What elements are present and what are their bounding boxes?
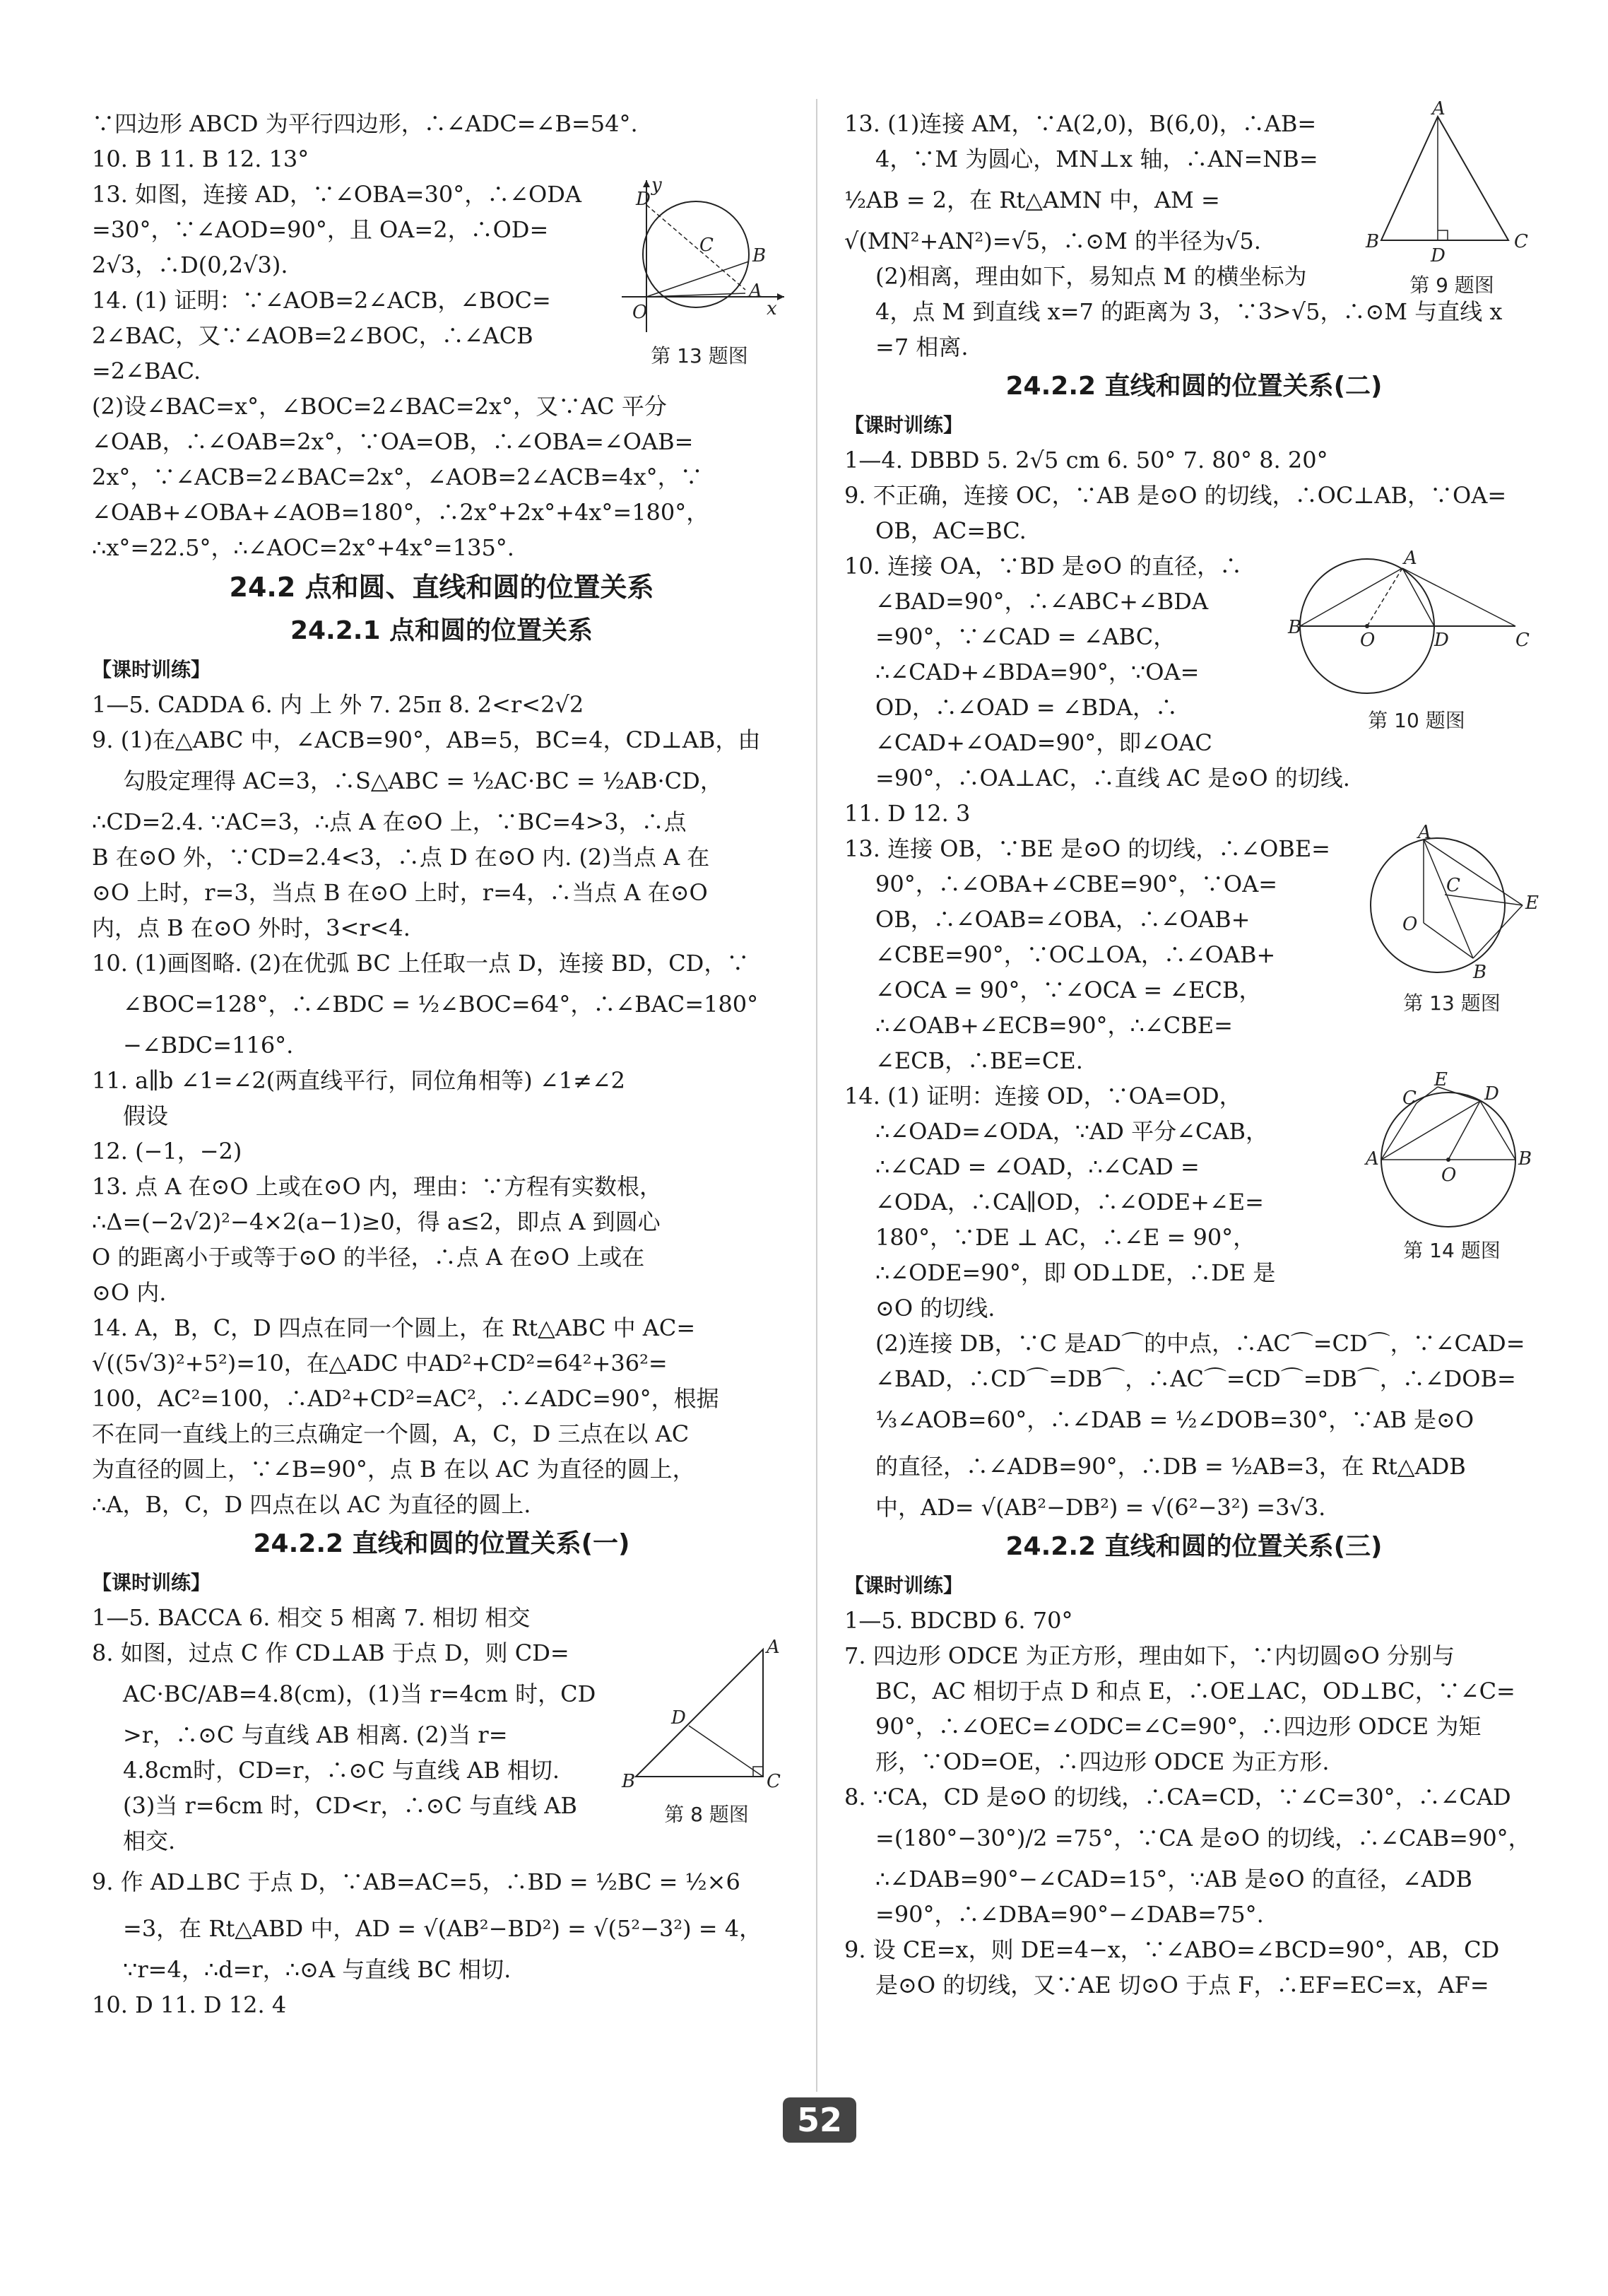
svg-text:x: x [767,298,777,319]
text-line: 1—5. BDCBD 6. 70° [844,1607,1073,1634]
svg-text:B: B [1366,231,1380,252]
right-column [844,98,1544,2003]
figure-13-left [608,177,791,370]
text-line: ∴∠ODE=90°，即 OD⊥DE，∴DE 是 [875,1259,1276,1286]
text-line: B 在⊙O 外，∵CD=2.4<3，∴点 D 在⊙O 内. (2)当点 A 在 [92,844,710,871]
figure-caption: 第 14 题图 [1403,1239,1501,1262]
text-line: 9. 设 CE=x，则 DE=4−x，∵∠ABO=∠BCD=90°，AB，CD [844,1936,1500,1963]
text-line: 13. 如图，连接 AD，∵∠OBA=30°，∴∠ODA [92,181,582,208]
text-line: 1—5. BACCA 6. 相交 5 相离 7. 相切 相交 [92,1604,531,1631]
svg-text:D: D [671,1707,686,1729]
text-line: 10. D 11. D 12. 4 [92,1991,287,2018]
subsection-heading: 24.2.2 直线和圆的位置关系(一) [253,1529,630,1558]
svg-text:C: C [1515,630,1530,651]
triangle-figure [622,1635,791,1798]
section-tag: 【课时训练】 [844,413,964,437]
text-line: =90°，∵∠CAD = ∠ABC， [875,623,1176,650]
figure-13-right [1360,822,1544,1018]
text-line: 9. 不正确，连接 OC，∵AB 是⊙O 的切线，∴OC⊥AB，∵OA= [844,482,1507,509]
section-tag: 【课时训练】 [92,1571,211,1594]
text-line: 勾股定理得 AC=3，∴S△ABC = ½AC·BC = ½AB·CD， [123,767,723,794]
section-tag: 【课时训练】 [92,658,211,681]
text-line: ∠ODA，∴CA∥OD，∴∠ODE+∠E= [875,1189,1264,1215]
text-line: ∴∠CAD+∠BDA=90°，∵OA= [875,659,1200,685]
text-line: 是⊙O 的切线，又∵AE 切⊙O 于点 F，∴EF=EC=x，AF= [875,1972,1489,1998]
text-line: 100，AC²=100，∴AD²+CD²=AC²，∴∠ADC=90°，根据 [92,1385,719,1412]
text-line: 4.8cm时，CD=r，∴⊙C 与直线 AB 相切. [123,1757,560,1784]
svg-text:B: B [622,1771,636,1792]
text-line: 2x°，∵∠ACB=2∠BAC=2x°，∠AOB=2∠ACB=4x°，∵ [92,464,703,490]
svg-text:A: A [1366,1148,1379,1170]
circle-chord-figure [1360,1069,1544,1234]
text-line: 13. 连接 OB，∵BE 是⊙O 的切线，∴∠OBE= [844,835,1330,862]
svg-text:C: C [1514,231,1528,252]
section-tag: 【课时训练】 [844,1574,964,1597]
figure-caption: 第 9 题图 [1409,273,1494,297]
text-line: −∠BDC=116°. [123,1032,294,1059]
text-line: ∠OAB+∠OBA+∠AOB=180°，∴2x°+2x°+4x°=180°， [92,499,709,526]
text-line: √(MN²+AN²)=√5，∴⊙M 的半径为√5. [844,228,1261,254]
svg-text:A: A [767,1637,780,1658]
text-line: 2√3，∴D(0,2√3). [92,252,288,278]
svg-text:O: O [1360,630,1376,651]
text-line: ∠OCA = 90°，∵∠OCA = ∠ECB， [875,977,1262,1003]
text-line: 1—5. CADDA 6. 内 上 外 7. 25π 8. 2<r<2√2 [92,691,584,718]
text-line: 90°，∴∠OEC=∠ODC=∠C=90°，∴四边形 ODCE 为矩 [875,1713,1482,1740]
text-line: 180°，∵DE ⊥ AC，∴∠E = 90°， [875,1224,1256,1251]
text-line: 11. D 12. 3 [844,800,971,827]
text-line: 2∠BAC，又∵∠AOB=2∠BOC，∴∠ACB [92,322,533,349]
text-line: 相交. [123,1827,176,1854]
section-heading: 24.2 点和圆、直线和圆的位置关系 [229,572,654,603]
column-divider [816,99,817,2092]
figure-9 [1360,98,1544,300]
text-line: ∴∠OAD=∠ODA，∵AD 平分∠CAB， [875,1118,1269,1145]
text-line: =7 相离. [875,334,969,360]
svg-text:C: C [767,1771,781,1792]
text-line: 假设 [123,1102,169,1129]
svg-text:D: D [636,189,651,210]
text-line: 13. (1)连接 AM，∵A(2,0)，B(6,0)，∴AB= [844,110,1317,137]
text-line: >r，∴⊙C 与直线 AB 相离. (2)当 r= [123,1721,508,1748]
text-line: ½AB = 2，在 Rt△AMN 中，AM = [844,187,1220,213]
text-line: 8. 如图，过点 C 作 CD⊥AB 于点 D，则 CD= [92,1639,569,1666]
text-line: OB，AC=BC. [875,517,1027,544]
text-line: 10. (1)画图略. (2)在优弧 BC 上任取一点 D，连接 BD，CD，∵ [92,950,750,977]
svg-text:y: y [651,175,662,196]
text-line: ∵四边形 ABCD 为平行四边形，∴∠ADC=∠B=54°. [92,110,638,137]
text-line: 不在同一直线上的三点确定一个圆，A，C，D 三点在以 AC [92,1420,690,1447]
text-line: BC，AC 相切于点 D 和点 E，∴OE⊥AC，OD⊥BC，∵∠C= [875,1678,1515,1705]
circle-axes-figure [608,177,791,339]
figure-8 [622,1635,791,1829]
text-line: ∴x°=22.5°，∴∠AOC=2x°+4x°=135°. [92,534,514,561]
text-line: 为直径的圆上，∵∠B=90°，点 B 在以 AC 为直径的圆上， [92,1456,695,1483]
svg-text:E: E [1525,893,1539,914]
svg-text:A: A [749,281,762,302]
text-line: ∠CBE=90°，∵OC⊥OA，∴∠OAB+ [875,941,1276,968]
svg-text:C: C [699,235,714,256]
text-line: 内，点 B 在⊙O 外时，3<r<4. [92,914,410,941]
text-line: ⊙O 的切线. [875,1295,995,1321]
text-line: 14. (1) 证明：连接 OD，∵OA=OD， [844,1083,1242,1109]
svg-text:E: E [1434,1069,1448,1090]
svg-text:B: B [1473,962,1487,983]
text-line: ∵r=4，∴d=r，∴⊙A 与直线 BC 相切. [123,1956,512,1983]
text-line: 1—4. DBBD 5. 2√5 cm 6. 50° 7. 80° 8. 20° [844,447,1328,473]
text-line: ∴Δ=(−2√2)²−4×2(a−1)≥0，得 a≤2，即点 A 到圆心 [92,1208,661,1235]
circle-tangent-figure [1289,548,1544,704]
text-line: ∴∠OAB+∠ECB=90°，∴∠CBE= [875,1012,1233,1039]
text-line: ∴∠CAD = ∠OAD，∴∠CAD = [875,1153,1200,1180]
svg-text:D: D [1434,630,1449,651]
text-line: (2)相离，理由如下，易知点 M 的横坐标为 [875,263,1307,290]
text-line: O 的距离小于或等于⊙O 的半径，∴点 A 在⊙O 上或在 [92,1244,645,1271]
svg-text:D: D [1431,245,1446,266]
text-line: OD，∴∠OAD = ∠BDA，∴ [875,694,1178,721]
left-column [92,106,791,2023]
text-line: ⅓∠AOB=60°，∴∠DAB = ½∠DOB=30°，∵AB 是⊙O [875,1406,1474,1433]
svg-text:B: B [752,245,767,266]
page-number: 52 [783,2097,856,2143]
text-line: OB，∴∠OAB=∠OBA，∴∠OAB+ [875,906,1251,933]
isosceles-triangle-figure [1360,98,1544,269]
svg-text:A: A [1404,548,1417,569]
text-line: 14. A，B，C，D 四点在同一个圆上，在 Rt△ABC 中 AC= [92,1314,696,1341]
text-line: =(180°−30°)/2 =75°，∵CA 是⊙O 的切线，∴∠CAB=90°， [875,1825,1531,1851]
text-line: ∠CAD+∠OAD=90°，即∠OAC [875,729,1212,756]
text-line: (2)连接 DB，∵C 是AD⌒的中点，∴AC⌒=CD⌒，∵∠CAD= [875,1330,1525,1357]
text-line: ∠BOC=128°，∴∠BDC = ½∠BOC=64°，∴∠BAC=180° [123,991,759,1018]
text-line: ∴A，B，C，D 四点在以 AC 为直径的圆上. [92,1491,531,1518]
svg-text:D: D [1484,1083,1499,1105]
svg-text:O: O [1441,1165,1457,1186]
text-line: ∴CD=2.4. ∵AC=3，∴点 A 在⊙O 上，∵BC=4>3，∴点 [92,808,687,835]
svg-text:B: B [1288,617,1302,638]
text-line: ⊙O 上时，r=3，当点 B 在⊙O 上时，r=4，∴当点 A 在⊙O [92,879,708,906]
text-line: ⊙O 内. [92,1279,167,1306]
figure-10 [1289,548,1544,735]
text-line: 90°，∴∠OBA+∠CBE=90°，∵OA= [875,871,1278,897]
text-line: AC·BC/AB=4.8(cm)，(1)当 r=4cm 时，CD [123,1680,596,1707]
text-line: 7. 四边形 ODCE 为正方形，理由如下，∵内切圆⊙O 分别与 [844,1642,1455,1669]
text-line: ∴∠DAB=90°−∠CAD=15°，∵AB 是⊙O 的直径，∠ADB [875,1866,1472,1892]
text-line: (2)设∠BAC=x°，∠BOC=2∠BAC=2x°，又∵AC 平分 [92,393,667,420]
figure-caption: 第 8 题图 [664,1803,749,1826]
figure-caption: 第 13 题图 [651,344,748,367]
text-line: (3)当 r=6cm 时，CD<r，∴⊙C 与直线 AB [123,1792,577,1819]
text-line: 的直径，∴∠ADB=90°，∴DB = ½AB=3，在 Rt△ADB [875,1453,1466,1480]
text-line: 8. ∵CA，CD 是⊙O 的切线，∴CA=CD，∵∠C=30°，∴∠CAD [844,1784,1511,1811]
svg-text:C: C [1402,1088,1417,1109]
text-line: 14. (1) 证明：∵∠AOB=2∠ACB，∠BOC= [92,287,551,314]
text-line: √((5√3)²+5²)=10，在△ADC 中AD²+CD²=64²+36²= [92,1350,668,1377]
text-line: ∠ECB，∴BE=CE. [875,1047,1083,1074]
subsection-heading: 24.2.1 点和圆的位置关系 [290,616,593,645]
subsection-heading: 24.2.2 直线和圆的位置关系(二) [1005,372,1383,401]
svg-text:A: A [1432,98,1446,119]
figure-caption: 第 10 题图 [1368,709,1465,732]
svg-text:O: O [1402,914,1418,935]
figure-caption: 第 13 题图 [1403,991,1501,1015]
text-line: 9. (1)在△ABC 中，∠ACB=90°，AB=5，BC=4，CD⊥AB，由 [92,726,761,753]
text-line: ∠OAB，∴∠OAB=2x°，∵OA=OB，∴∠OBA=∠OAB= [92,428,694,455]
subsection-heading: 24.2.2 直线和圆的位置关系(三) [1005,1532,1383,1561]
text-line: 11. a∥b ∠1=∠2(两直线平行，同位角相等) ∠1≠∠2 [92,1067,626,1094]
text-line: 4，∵M 为圆心，MN⊥x 轴，∴AN=NB= [875,146,1318,172]
text-line: =3，在 Rt△ABD 中，AD = √(AB²−BD²) = √(5²−3²) = 4， [123,1915,762,1942]
circle-square-figure [1360,822,1544,987]
text-line: 12. (−1，−2) [92,1138,242,1165]
svg-text:A: A [1418,822,1431,843]
text-line: 13. 点 A 在⊙O 上或在⊙O 内，理由：∵方程有实数根， [92,1173,662,1200]
svg-text:B: B [1518,1148,1532,1170]
text-line: 9. 作 AD⊥BC 于点 D，∵AB=AC=5，∴BD = ½BC = ½×6 [92,1868,740,1895]
text-line: 10. 连接 OA，∵BD 是⊙O 的直径，∴ [844,553,1243,579]
text-line: =90°，∴OA⊥AC，∴直线 AC 是⊙O 的切线. [875,765,1350,791]
text-line: 中，AD= √(AB²−DB²) = √(6²−3²) =3√3. [875,1494,1326,1521]
text-line: ∠BAD=90°，∴∠ABC+∠BDA [875,588,1209,615]
text-line: =90°，∴∠DBA=90°−∠DAB=75°. [875,1901,1264,1928]
text-line: ∠BAD，∴CD⌒=DB⌒，∴AC⌒=CD⌒=DB⌒，∴∠DOB= [875,1365,1516,1392]
text-line: 形，∵OD=OE，∴四边形 ODCE 为正方形. [875,1748,1330,1775]
text-line: 4，点 M 到直线 x=7 的距离为 3，∵3>√5，∴⊙M 与直线 x [875,298,1503,325]
figure-14 [1360,1069,1544,1265]
answer-line: 10. B 11. B 12. 13° [92,146,309,172]
text-line: =2∠BAC. [92,358,201,384]
svg-text:C: C [1446,875,1460,896]
text-line: =30°，∵∠AOD=90°，且 OA=2，∴OD= [92,216,549,243]
svg-text:O: O [632,302,648,323]
